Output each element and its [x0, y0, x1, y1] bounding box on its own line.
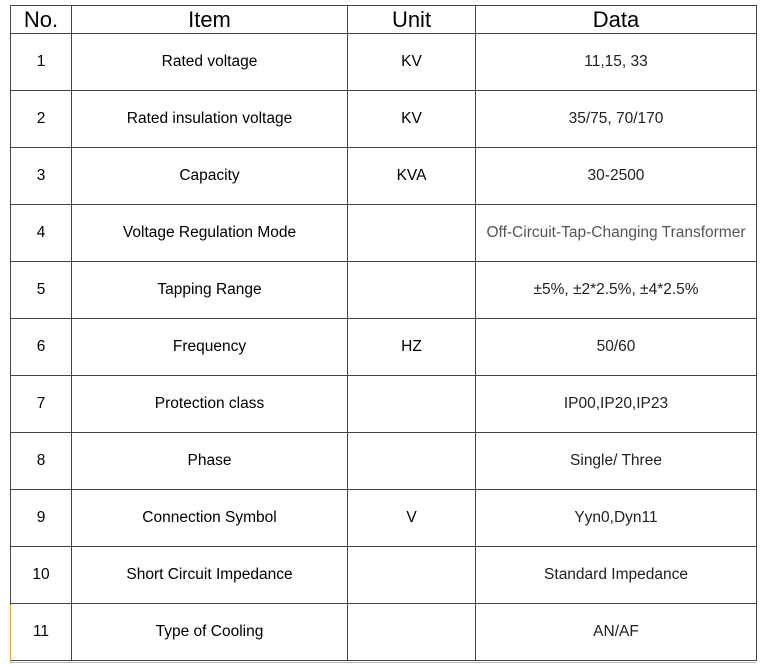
row-unit	[348, 604, 476, 661]
row-no: 4	[11, 205, 72, 262]
row-data: Single/ Three	[476, 433, 757, 490]
row-no: 5	[11, 262, 72, 319]
row-no: 1	[11, 34, 72, 91]
row-item: Rated voltage	[72, 34, 348, 91]
row-data: Off-Circuit-Tap-Changing Transformer	[476, 205, 757, 262]
table-row	[11, 547, 757, 604]
row-no: 6	[11, 319, 72, 376]
row-unit: KV	[348, 91, 476, 148]
table-row	[11, 262, 757, 319]
row-no: 3	[11, 148, 72, 205]
row-unit: HZ	[348, 319, 476, 376]
bottom-divider	[10, 662, 756, 666]
row-unit: KV	[348, 34, 476, 91]
row-item: Rated insulation voltage	[72, 91, 348, 148]
table-row	[11, 376, 757, 433]
row-unit: KVA	[348, 148, 476, 205]
row-unit	[348, 205, 476, 262]
row-item: Capacity	[72, 148, 348, 205]
specification-table	[10, 5, 757, 661]
left-edge-accent	[10, 605, 11, 662]
table-header-row	[11, 6, 757, 34]
row-item: Protection class	[72, 376, 348, 433]
row-data: 35/75, 70/170	[476, 91, 757, 148]
row-item: Voltage Regulation Mode	[72, 205, 348, 262]
table-row	[11, 148, 757, 205]
header-no: No.	[11, 6, 72, 34]
row-no: 10	[11, 547, 72, 604]
header-unit: Unit	[348, 6, 476, 34]
row-data: Standard Impedance	[476, 547, 757, 604]
header-data: Data	[476, 6, 757, 34]
row-item: Tapping Range	[72, 262, 348, 319]
row-item: Type of Cooling	[72, 604, 348, 661]
row-no: 9	[11, 490, 72, 547]
row-data: Yyn0,Dyn11	[476, 490, 757, 547]
table-row	[11, 433, 757, 490]
row-unit: V	[348, 490, 476, 547]
row-item: Short Circuit Impedance	[72, 547, 348, 604]
table-row	[11, 91, 757, 148]
row-data: 11,15, 33	[476, 34, 757, 91]
table-row	[11, 604, 757, 661]
row-data: 30-2500	[476, 148, 757, 205]
row-no: 2	[11, 91, 72, 148]
row-unit	[348, 376, 476, 433]
row-unit	[348, 433, 476, 490]
row-data: IP00,IP20,IP23	[476, 376, 757, 433]
row-data: ±5%, ±2*2.5%, ±4*2.5%	[476, 262, 757, 319]
header-item: Item	[72, 6, 348, 34]
row-item: Phase	[72, 433, 348, 490]
row-unit	[348, 547, 476, 604]
row-data: 50/60	[476, 319, 757, 376]
row-no: 11	[11, 604, 72, 661]
table-row	[11, 319, 757, 376]
row-item: Connection Symbol	[72, 490, 348, 547]
row-no: 8	[11, 433, 72, 490]
row-unit	[348, 262, 476, 319]
table-row	[11, 205, 757, 262]
table-row	[11, 34, 757, 91]
row-no: 7	[11, 376, 72, 433]
table-row	[11, 490, 757, 547]
row-data: AN/AF	[476, 604, 757, 661]
row-item: Frequency	[72, 319, 348, 376]
